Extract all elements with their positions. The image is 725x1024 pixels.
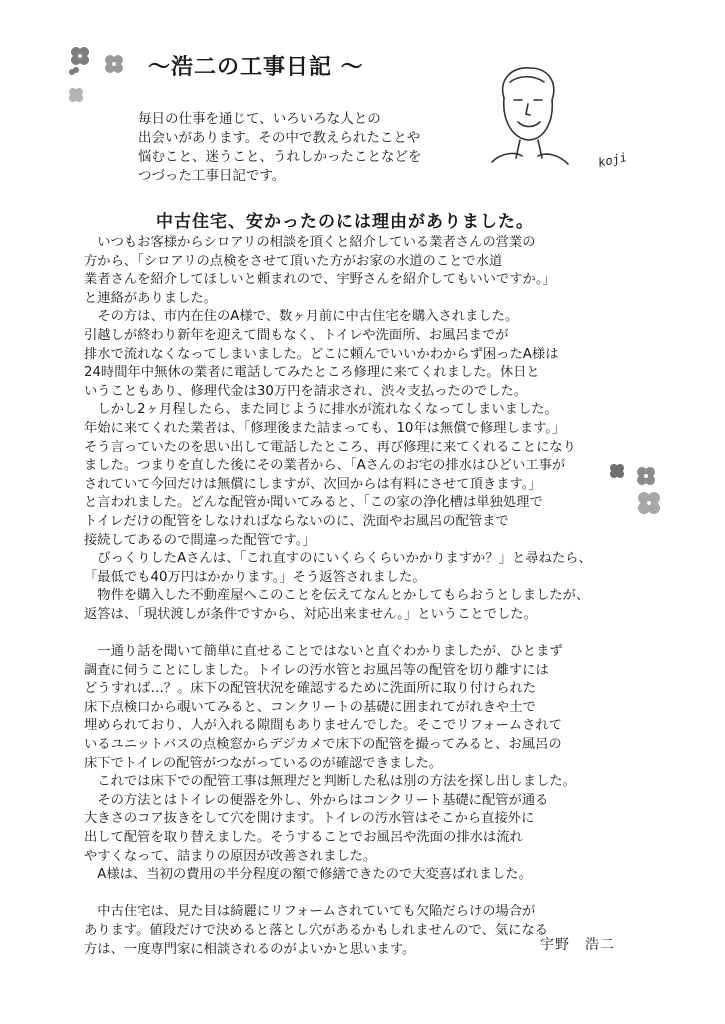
body-line: 一通り話を聞いて簡単に直せることではないと直ぐわかりましたが、ひとまず bbox=[84, 644, 563, 660]
body-line: 床下でトイレの配管がつながっているのが確認できました。 bbox=[84, 755, 443, 771]
body-line: 物件を購入した不動産屋へこのことを伝えてなんとかしてもらおうとしましたが、 bbox=[84, 588, 590, 604]
body-line: これでは床下での配管工事は無理だと判断した私は別の方法を探し出しました。 bbox=[84, 774, 576, 790]
body-line: 24時間年中無休の業者に電話してみたところ修理に来てくれました。休日と bbox=[84, 365, 540, 381]
body-line: 排水で流れなくなってしまいました。どこに頼んでいいかわからず困ったA様は bbox=[84, 346, 559, 362]
body-line: 床下点検口から覗いてみると、コンクリートの基礎に囲まれてがれきや土で bbox=[84, 699, 536, 715]
flower-icon bbox=[600, 458, 670, 528]
body-line: A様は、当初の費用の半分程度の額で修繕できたので大変喜ばれました。 bbox=[84, 867, 532, 883]
flower-icon bbox=[62, 40, 142, 110]
body-line: びっくりしたAさんは、「これ直すのにいくらくらいかかりますか？」と尋ねたら、 bbox=[84, 551, 592, 567]
body-line: 方は、一度専門家に相談されるのがよいかと思います。 bbox=[84, 941, 416, 957]
paragraph-spacer bbox=[84, 885, 684, 904]
body-line: されていて今回だけは無償にしますが、次回からは有料にさせて頂きます。」 bbox=[84, 476, 542, 492]
flower-decoration-top bbox=[62, 40, 142, 114]
body-line: しかし2ヶ月程したら、また同じように排水が流れなくなってしまいました。 bbox=[84, 402, 558, 418]
body-line: 年始に来てくれた業者は、「修理後また詰まっても、10年は無償で修理します。」 bbox=[84, 420, 566, 436]
body-line: いつもお客様からシロアリの相談を頂くと紹介している業者さんの営業の bbox=[84, 235, 536, 250]
intro-text bbox=[138, 110, 422, 186]
body-line: 業者さんを紹介してほしいと頼まれので、宇野さんを紹介してもいいですか。」 bbox=[84, 272, 556, 288]
paragraph-spacer bbox=[84, 624, 684, 643]
body-line: 引越しが終わり新年を迎えて間もなく、トイレや洗面所、お風呂までが bbox=[84, 327, 509, 343]
body-line: 中古住宅は、見た目は綺麗にリフォームされていても欠陥だらけの場合が bbox=[84, 904, 536, 920]
body-line: トイレだけの配管をしなければならないのに、洗面やお風呂の配管まで bbox=[84, 513, 509, 529]
body-line: 接続してあるので間違った配管です。」 bbox=[84, 532, 316, 548]
body-line: あります。値段だけで決めると落とし穴があるかもしれませんので、気になる bbox=[84, 922, 549, 938]
body-line: 「最低でも40万円はかかります。」そう返答されました。 bbox=[84, 569, 426, 585]
body-line: その方は、市内在住のA様で、数ヶ月前に中古住宅を購入されました。 bbox=[84, 309, 519, 325]
portrait-illustration bbox=[482, 60, 572, 174]
body-line: 方から、「シロアリの点検をさせて頂いた方がお家の水道のことで水道 bbox=[84, 253, 503, 269]
article-body bbox=[84, 234, 684, 959]
body-line: そう言っていたのを思い出して電話したところ、再び修理に来てくれることになり bbox=[84, 439, 576, 455]
flower-decoration-right bbox=[600, 458, 670, 532]
body-line: やすくなって、詰まりの原因が改善されました。 bbox=[84, 848, 377, 864]
body-line: どうすれば…？。床下の配管状況を確認するために洗面所に取り付けられた bbox=[84, 681, 537, 697]
body-line: いうこともあり、修理代金は30万円を請求され、渋々支払ったのでした。 bbox=[84, 383, 528, 399]
body-line: その方法とはトイレの便器を外し、外からはコンクリート基礎に配管が通る bbox=[84, 792, 549, 808]
intro-line: 毎日の仕事を通じて、いろいろな人との bbox=[138, 111, 381, 127]
body-line: 調査に伺うことにしました。トイレの汚水管とお風呂等の配管を切り離すには bbox=[84, 662, 549, 678]
body-line: ました。つまりを直した後にその業者から、「Aさんのお宅の排水はひどい工事が bbox=[84, 458, 566, 474]
article-headline: 中古住宅、安かったのには理由がありました。 bbox=[156, 212, 534, 232]
body-line: 大きさのコア抜きをして穴を開けます。トイレの汚水管はそこから直接外に bbox=[84, 811, 535, 827]
body-line: いるユニットバスの点検窓からデジカメで床下の配管を撮ってみると、お風呂の bbox=[84, 737, 562, 753]
body-line: 埋められており、人が入れる隙間もありませんでした。そこでリフォームされて bbox=[84, 718, 563, 734]
intro-line: 出会いがあります。その中で教えられたことや bbox=[138, 130, 421, 146]
body-line: と言われました。どんな配管か聞いてみると、「この家の浄化槽は単独処理で bbox=[84, 495, 543, 511]
body-line: 返答は、「現状渡しが条件ですから、対応出来ません。」ということでした。 bbox=[84, 606, 537, 622]
body-line: と連絡がありました。 bbox=[84, 290, 217, 306]
body-line: 出して配管を取り替えました。そうすることでお風呂や洗面の排水は流れ bbox=[84, 830, 523, 845]
face-icon bbox=[482, 60, 572, 170]
intro-line: 悩むこと、迷うこと、うれしかったことなどを bbox=[138, 149, 422, 165]
portrait-caption: koji bbox=[596, 150, 629, 170]
author-signature: 宇野 浩二 bbox=[540, 937, 615, 953]
page-title: ～浩二の工事日記 ～ bbox=[148, 55, 364, 80]
intro-line: つづった工事日記です。 bbox=[138, 168, 286, 184]
